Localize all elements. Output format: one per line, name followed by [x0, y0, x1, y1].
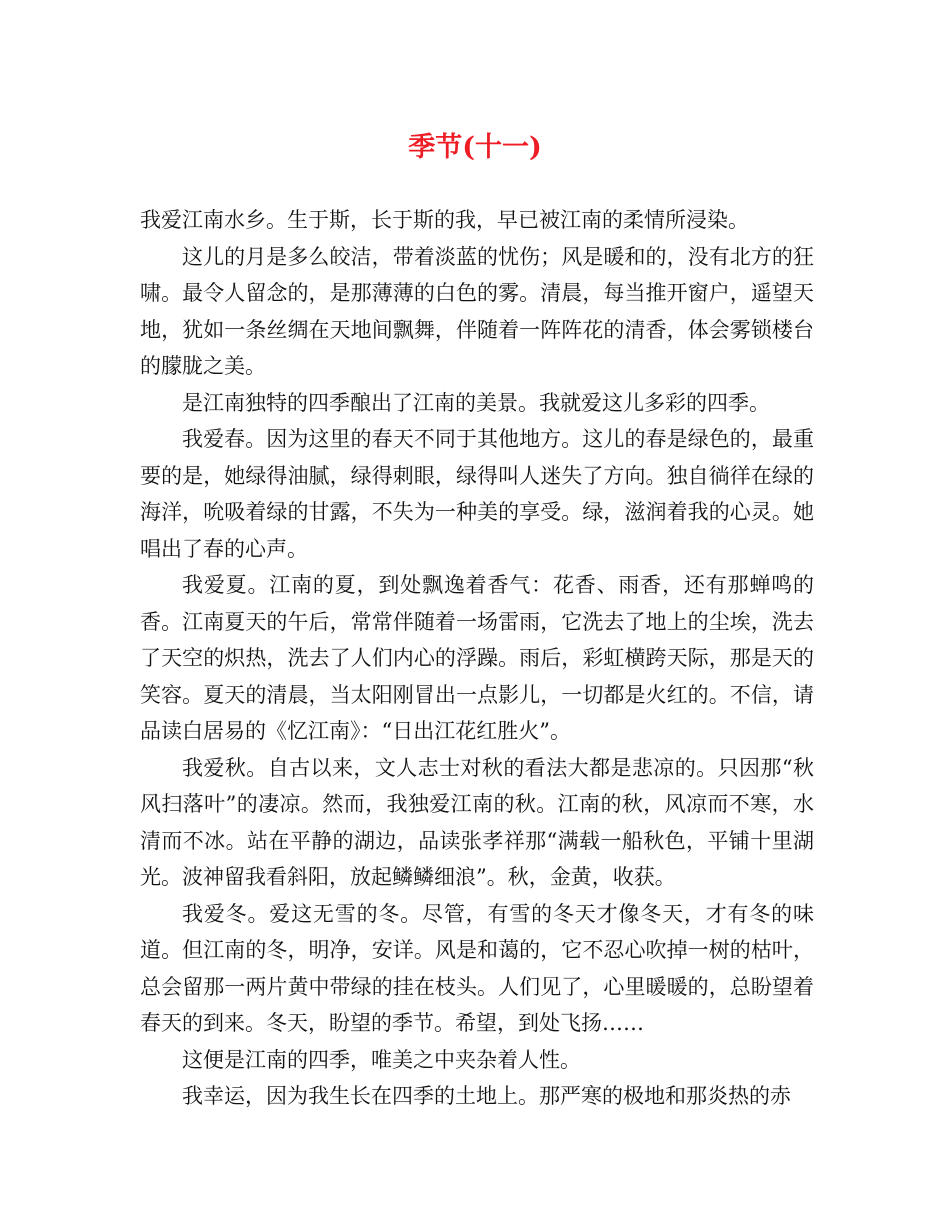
page-title: 季节(十一) [408, 132, 542, 163]
paragraph-winter: 我爱冬。爱这无雪的冬。尽管，有雪的冬天才像冬天，才有冬的味道。但江南的冬，明净，安详。风是和蔼的，它不忍心吹掉一树的枯叶，总会留那一两片黄中带绿的挂在枝头。人们见了，心里暖暖的，总盼望着春天的到来。冬天，盼望的季节。希望，到处飞扬…… [140, 901, 814, 1035]
paragraph-intro: 我爱江南水乡。生于斯，长于斯的我，早已被江南的柔情所浸染。 [140, 208, 749, 232]
paragraph-moon-wind-fog: 这儿的月是多么皎洁，带着淡蓝的忧伤；风是暖和的，没有北方的狂啸。最令人留念的，是那薄薄的白色的雾。清晨，每当推开窗户，遥望天地，犹如一条丝绸在天地间飘舞，伴随着一阵阵花的清香，体会雾锁楼台的朦胧之美。 [140, 244, 814, 378]
paragraph-fortunate: 我幸运，因为我生长在四季的土地上。那严寒的极地和那炎热的赤 [182, 1084, 791, 1108]
article-body [140, 202, 814, 1115]
paragraph-four-seasons: 是江南独特的四季酿出了江南的美景。我就爱这儿多彩的四季。 [182, 390, 770, 415]
paragraph-summer: 我爱夏。江南的夏，到处飘逸着香气：花香、雨香，还有那蝉鸣的香。江南夏天的午后，常常伴随着一场雷雨，它洗去了地上的尘埃，洗去了天空的炽热，洗去了人们内心的浮躁。雨后，彩虹横跨天际，那是天的笑容。夏天的清晨，当太阳刚冒出一点影儿，一切都是火红的。不信，请品读白居易的《忆江南》：“日出江花红胜火”。 [140, 573, 814, 743]
paragraph-spring: 我爱春。因为这里的春天不同于其他地方。这儿的春是绿色的，最重要的是，她绿得油腻，绿得刺眼，绿得叫人迷失了方向。独自徜徉在绿的海洋，吮吸着绿的甘露，不失为一种美的享受。绿，滋润着我的心灵。她唱出了春的心声。 [140, 427, 814, 561]
paragraph-autumn: 我爱秋。自古以来，文人志士对秋的看法大都是悲凉的。只因那“秋风扫落叶”的凄凉。然而，我独爱江南的秋。江南的秋，风凉而不寒，水清而不冰。站在平静的湖边，品读张孝祥那“满载一船秋色，平铺十里湖光。波神留我看斜阳，放起鳞鳞细浪”。秋，金黄，收获。 [140, 755, 814, 889]
paragraph-summary: 这便是江南的四季，唯美之中夹杂着人性。 [182, 1047, 581, 1072]
